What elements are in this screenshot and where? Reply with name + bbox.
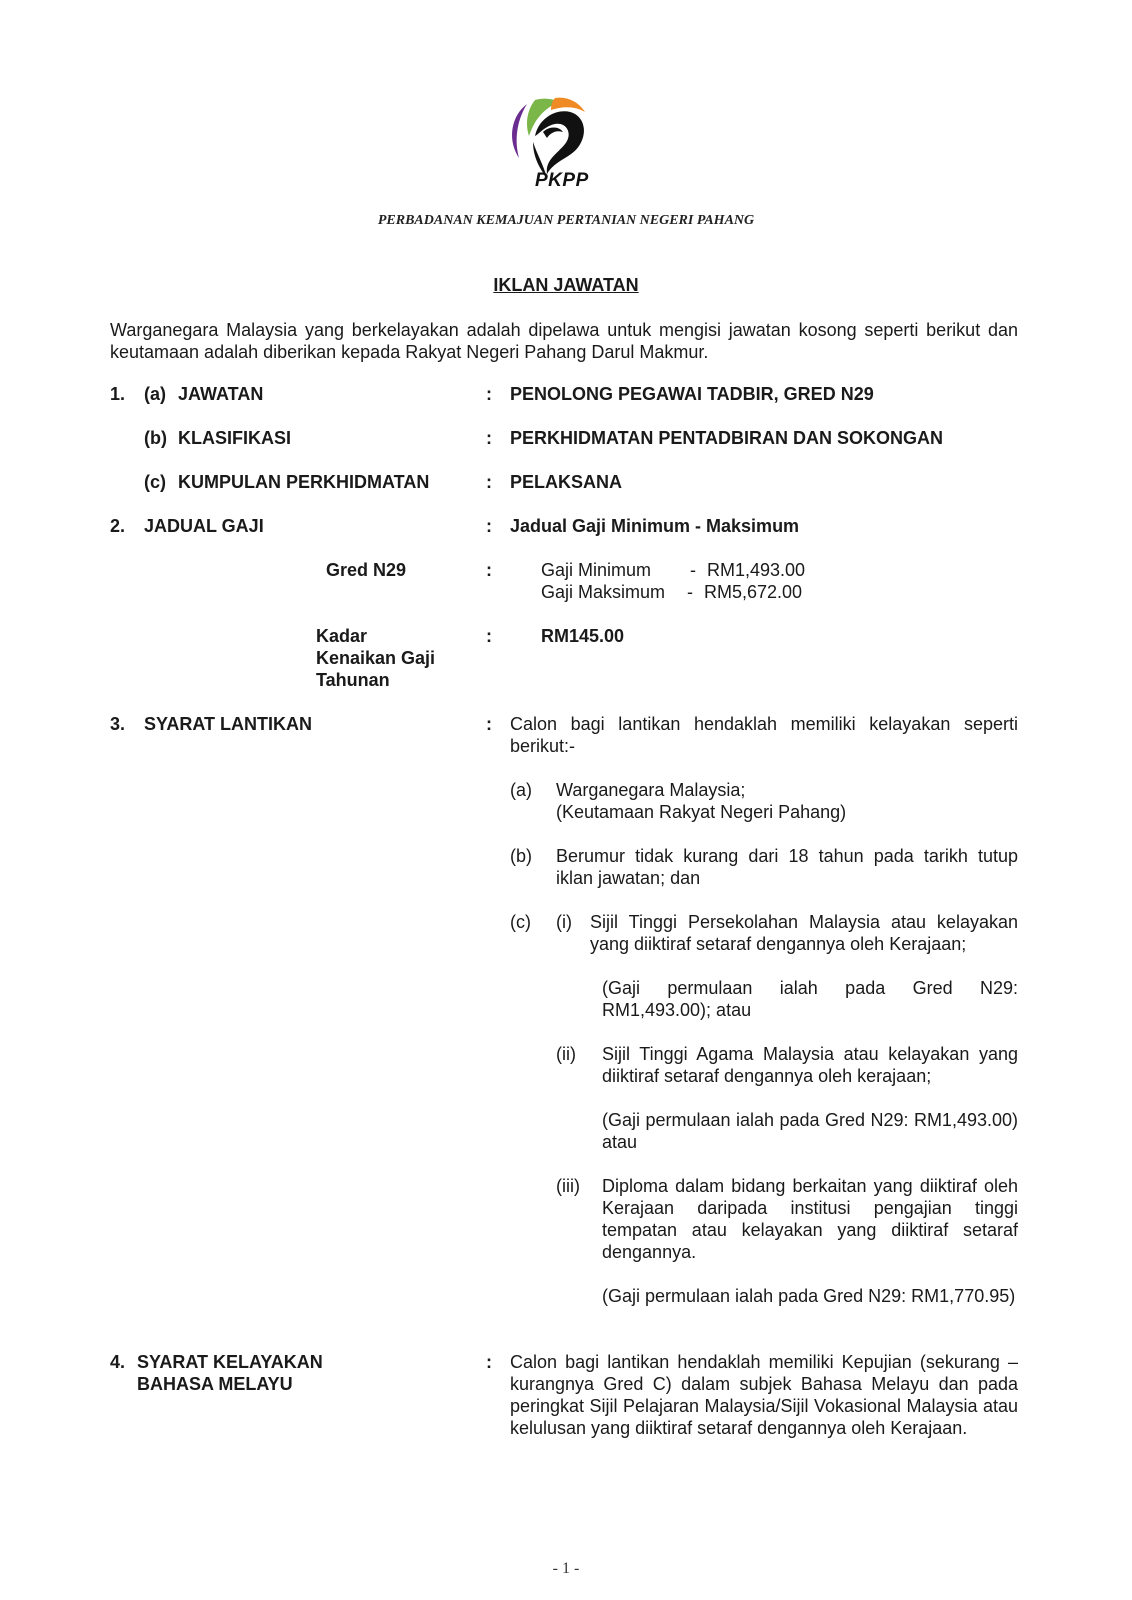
syarat-lantikan-lead: Calon bagi lantikan hendaklah memiliki kelayakan seperti berikut:- [510,714,1018,756]
gaji-minimum-label: Gaji Minimum [541,560,652,580]
s3a-line1: Warganegara Malaysia; [556,780,746,800]
gaji-maksimum-label: Gaji Maksimum [541,582,666,602]
s3c-marker: (c) [510,912,531,932]
syarat-kelayakan-colon: : [486,1352,492,1372]
gred-colon: : [486,560,492,580]
gred-label: Gred N29 [326,560,407,580]
jadual-gaji-colon: : [486,516,492,536]
s3c-iii-text: Diploma dalam bidang berkaitan yang diiktiraf oleh Kerajaan daripada institusi pengajian tinggi tempatan atau kelayakan yang diiktiraf setaraf dengannya. [602,1176,1018,1262]
gaji-maksimum-dash: - [687,582,693,602]
s3c-iii-gaji: (Gaji permulaan ialah pada Gred N29: RM1,770.95) [602,1286,1016,1306]
s1a-marker: (a) [144,384,166,404]
kadar-label-line2: Kenaikan Gaji [316,648,436,668]
syarat-lantikan-label: SYARAT LANTIKAN [144,714,313,734]
klasifikasi-colon: : [486,428,492,448]
jawatan-label: JAWATAN [178,384,264,404]
kumpulan-value: PELAKSANA [510,472,623,492]
kadar-value: RM145.00 [541,626,625,646]
kadar-label-line3: Tahunan [316,670,390,690]
section-4-number: 4. [110,1352,126,1372]
klasifikasi-label: KLASIFIKASI [178,428,292,448]
s1b-marker: (b) [144,428,167,448]
logo-text: PKPP [535,170,589,191]
s3a-marker: (a) [510,780,532,800]
jadual-gaji-value: Jadual Gaji Minimum - Maksimum [510,516,800,536]
jawatan-colon: : [486,384,492,404]
page-title: IKLAN JAWATAN [493,275,639,295]
s3b-marker: (b) [510,846,532,866]
syarat-kelayakan-text: Calon bagi lantikan hendaklah memiliki Kepujian (sekurang – kurangnya Gred C) dalam subjek Bahasa Melayu dan pada peringkat Sijil Pelajaran Malaysia/Sijil Vokasional Malaysia atau kelulusan yang diiktiraf setaraf dengannya oleh Kerajaan. [510,1352,1018,1438]
s3c-ii-gaji: (Gaji permulaan ialah pada Gred N29: RM1,493.00) atau [602,1110,1018,1152]
kumpulan-colon: : [486,472,492,492]
s3c-ii-marker: (ii) [556,1044,576,1064]
kadar-colon: : [486,626,492,646]
gaji-maksimum-value: RM5,672.00 [704,582,803,602]
section-3-number: 3. [110,714,126,734]
pkpp-logo-icon [505,96,601,194]
gaji-minimum-dash: - [690,560,696,580]
s1c-marker: (c) [144,472,166,492]
organization-name: PERBADANAN KEMAJUAN PERTANIAN NEGERI PAHANG [377,213,755,228]
jawatan-value: PENOLONG PEGAWAI TADBIR, GRED N29 [510,384,874,404]
s3c-i-text: Sijil Tinggi Persekolahan Malaysia atau kelayakan yang diiktiraf setaraf dengannya oleh Kerajaan; [590,912,1018,954]
syarat-lantikan-colon: : [486,714,492,734]
section-1-number: 1. [110,384,126,404]
syarat-kelayakan-label-line2: BAHASA MELAYU [137,1374,293,1394]
s3b-text: Berumur tidak kurang dari 18 tahun pada tarikh tutup iklan jawatan; dan [556,846,1018,888]
s3c-i-gaji: (Gaji permulaan ialah pada Gred N29: RM1,493.00); atau [602,978,1018,1020]
s3c-iii-marker: (iii) [556,1176,580,1196]
gaji-minimum-value: RM1,493.00 [707,560,806,580]
intro-paragraph: Warganegara Malaysia yang berkelayakan adalah dipelawa untuk mengisi jawatan kosong seperti berikut dan keutamaan adalah diberikan kepada Rakyat Negeri Pahang Darul Makmur. [110,320,1018,362]
syarat-kelayakan-label-line1: SYARAT KELAYAKAN [137,1352,323,1372]
section-2-number: 2. [110,516,126,536]
jadual-gaji-label: JADUAL GAJI [144,516,264,536]
kumpulan-label: KUMPULAN PERKHIDMATAN [178,472,430,492]
s3a-line2: (Keutamaan Rakyat Negeri Pahang) [556,802,847,822]
kadar-label-line1: Kadar [316,626,368,646]
s3c-i-marker: (i) [556,912,572,932]
page-number: - 1 - [552,1560,580,1577]
s3c-ii-text: Sijil Tinggi Agama Malaysia atau kelayakan yang diiktiraf setaraf dengannya oleh kerajaan; [602,1044,1018,1086]
klasifikasi-value: PERKHIDMATAN PENTADBIRAN DAN SOKONGAN [510,428,943,448]
